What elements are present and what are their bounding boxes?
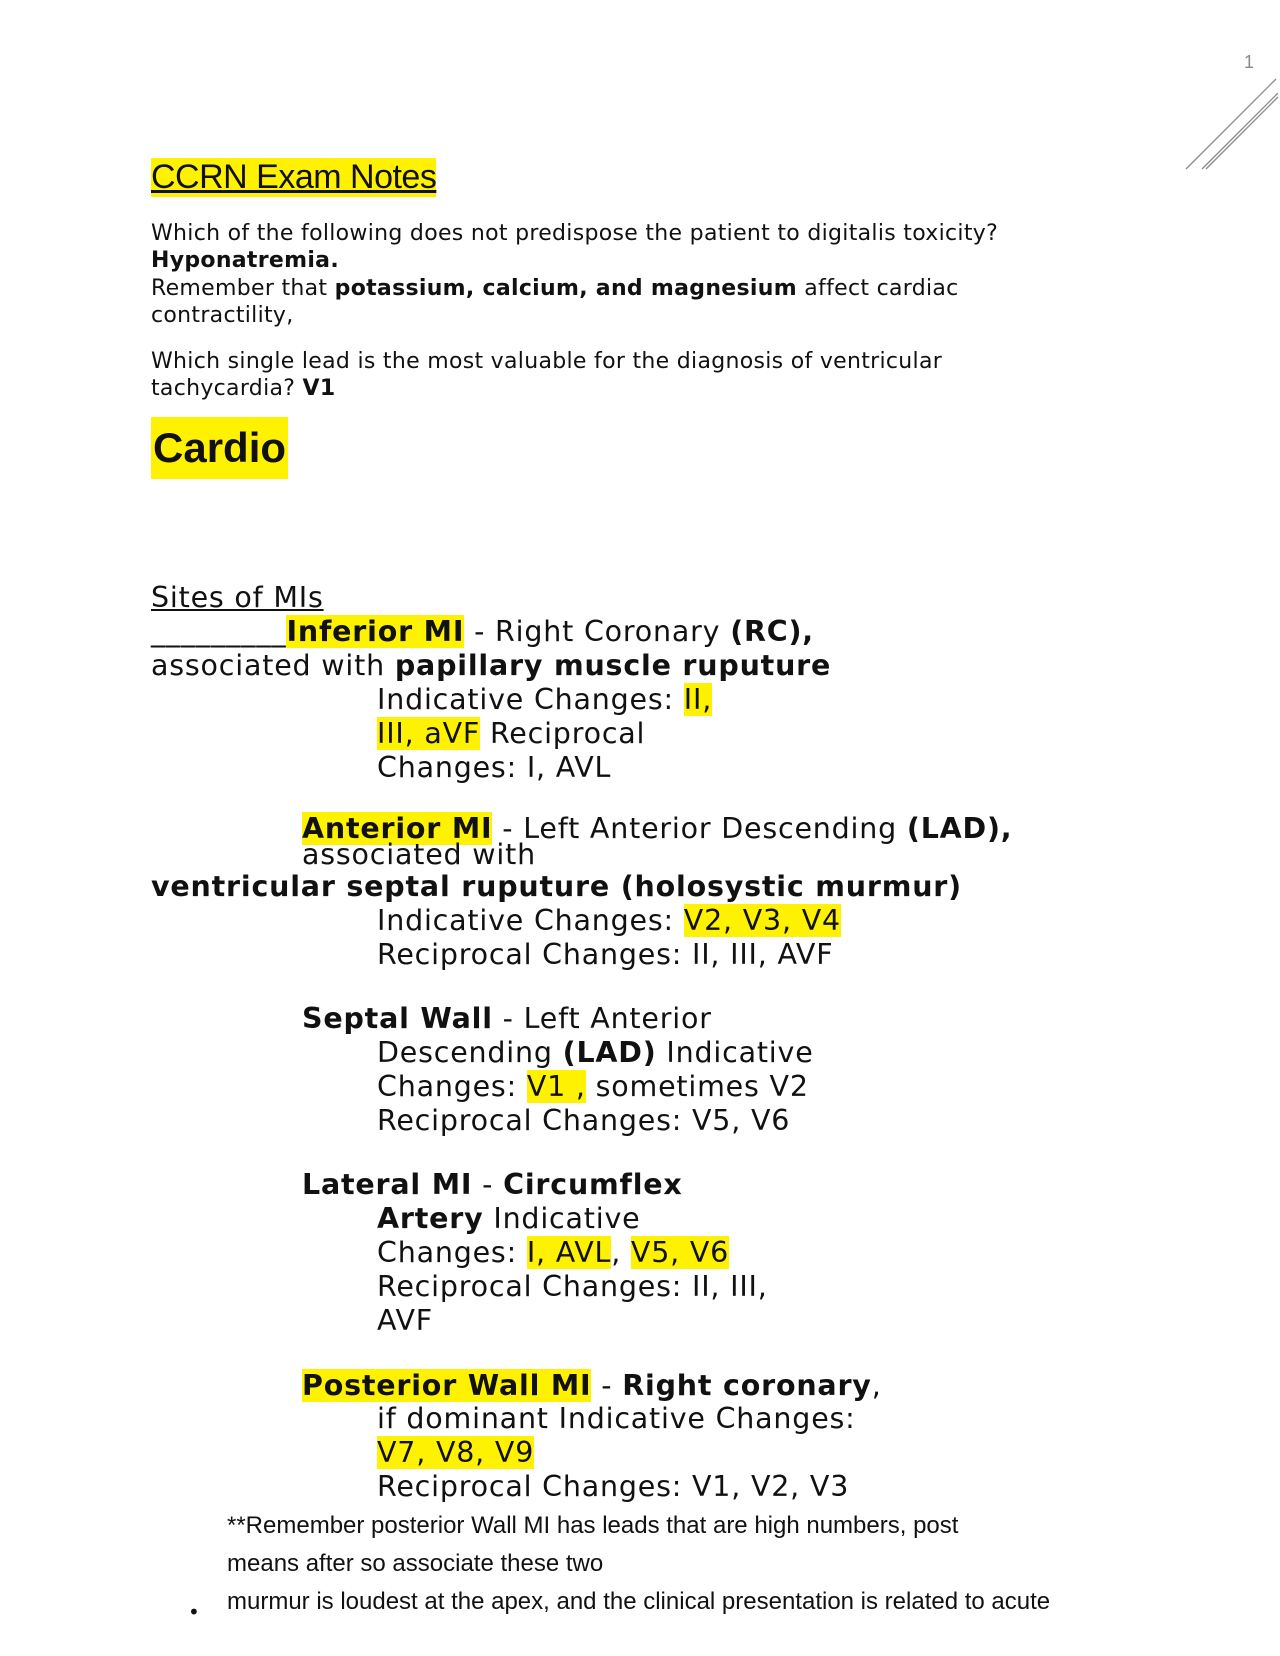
- anterior-indicative: Indicative Changes: V2, V3, V4: [377, 904, 841, 937]
- lateral-mi-line: Lateral MI - Circumflex: [302, 1168, 683, 1201]
- bullet-text: murmur is loudest at the apex, and the clinical presentation is related to acute: [227, 1588, 1051, 1615]
- q2-question-cont: tachycardia? V1: [151, 376, 336, 401]
- lateral-artery: Artery Indicative: [377, 1202, 641, 1235]
- septal-artery: Descending (LAD) Indicative: [377, 1036, 814, 1069]
- anterior-mi-line: Anterior MI - Left Anterior Descending (LAD),: [302, 812, 1013, 845]
- posterior-wall-line: Posterior Wall MI - Right coronary,: [302, 1369, 882, 1402]
- anterior-reciprocal: Reciprocal Changes: II, III, AVF: [377, 938, 834, 971]
- section-heading-cardio: Cardio: [151, 417, 288, 479]
- inferior-reciprocal: Changes: I, AVL: [377, 751, 612, 784]
- inferior-indicative-cont: III, aVF Reciprocal: [377, 717, 646, 750]
- bullet-icon: •: [188, 1600, 200, 1624]
- q1-question: Which of the following does not predispose the patient to digitalis toxicity?: [151, 221, 999, 246]
- note-line-1: **Remember posterior Wall MI has leads that are high numbers, post: [227, 1512, 959, 1539]
- posterior-reciprocal: Reciprocal Changes: V1, V2, V3: [377, 1470, 850, 1503]
- q2-question: Which single lead is the most valuable for the diagnosis of ventricular: [151, 349, 943, 374]
- document-title: CCRN Exam Notes: [151, 158, 437, 196]
- q1-remember-cont: contractility,: [151, 303, 294, 328]
- inferior-indicative: Indicative Changes: II,: [377, 683, 713, 716]
- anterior-association: associated with: [302, 838, 536, 871]
- lateral-reciprocal: Reciprocal Changes: II, III,: [377, 1270, 768, 1303]
- septal-wall-line: Septal Wall - Left Anterior: [302, 1002, 712, 1035]
- septal-indicative: Changes: V1 , sometimes V2: [377, 1070, 809, 1103]
- page-number: 1: [1244, 52, 1255, 72]
- inferior-mi-association: associated with papillary muscle ruputure: [151, 649, 832, 682]
- note-line-2: means after so associate these two: [227, 1550, 604, 1577]
- lateral-indicative: Changes: I, AVL, V5, V6: [377, 1236, 730, 1269]
- septal-reciprocal: Reciprocal Changes: V5, V6: [377, 1104, 791, 1137]
- posterior-leads: V7, V8, V9: [377, 1436, 535, 1469]
- q1-answer: Hyponatremia.: [151, 248, 339, 273]
- posterior-indicative: if dominant Indicative Changes:: [377, 1402, 856, 1435]
- lateral-reciprocal-cont: AVF: [377, 1304, 433, 1337]
- q1-remember: Remember that potassium, calcium, and magnesium affect cardiac: [151, 276, 959, 301]
- sites-heading: Sites of MIs: [151, 581, 324, 614]
- page-corner-fold-icon: [1180, 75, 1280, 175]
- inferior-mi-line: _________Inferior MI - Right Coronary (RC),: [151, 615, 814, 648]
- anterior-association-bold: ventricular septal ruputure (holosystic murmur): [151, 870, 962, 903]
